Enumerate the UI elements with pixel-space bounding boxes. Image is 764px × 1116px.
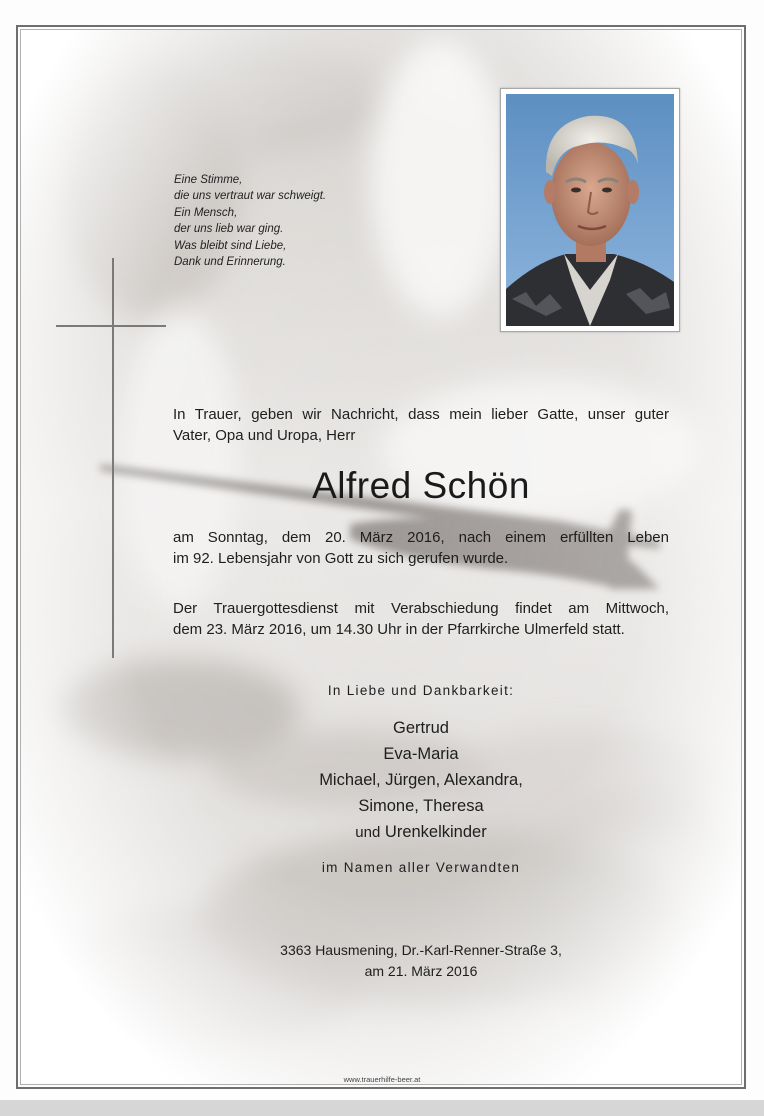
portrait-photo <box>506 94 674 326</box>
cross-icon <box>112 258 114 658</box>
intro-line: In Trauer, geben wir Nachricht, dass mein lieber Gatte, unser guter <box>173 406 669 423</box>
footer-url: www.trauerhilfe-beer.at <box>343 1075 421 1084</box>
mourner-name: Michael, Jürgen, Alexandra, <box>319 771 523 789</box>
mourner-name: Gertrud <box>393 719 449 737</box>
gratitude-heading: In Liebe und Dankbarkeit: <box>327 683 515 698</box>
mourner-extra-label: Urenkelkinder <box>384 823 487 841</box>
address-block <box>173 940 669 982</box>
death-notice-paragraph <box>173 527 669 569</box>
intro-paragraph <box>173 404 669 446</box>
poem-line: Ein Mensch, <box>174 206 238 219</box>
death-notice-line: im 92. Lebensjahr von Gott zu sich gerufen wurde. <box>173 550 509 567</box>
memorial-poem <box>174 172 414 270</box>
service-paragraph <box>173 598 669 640</box>
scan-bottom-strip <box>0 1100 764 1116</box>
relatives-line: im Namen aller Verwandten <box>321 860 521 875</box>
mourner-name: Simone, Theresa <box>358 797 484 815</box>
mourner-extra-prefix: und <box>355 824 381 841</box>
intro-line: Vater, Opa und Uropa, Herr <box>173 427 356 444</box>
deceased-name: Alfred Schön <box>312 465 530 506</box>
mourner-name: Eva-Maria <box>383 745 459 763</box>
poem-line: der uns lieb war ging. <box>174 223 284 236</box>
service-line: dem 23. März 2016, um 14.30 Uhr in der Pfarrkirche Ulmerfeld statt. <box>173 621 625 638</box>
poem-line: Eine Stimme, <box>174 174 243 186</box>
poem-line: Dank und Erinnerung. <box>174 256 286 269</box>
service-line: Der Trauergottesdienst mit Verabschiedung findet am Mittwoch, <box>173 600 669 617</box>
portrait-frame <box>500 88 680 332</box>
address-line: 3363 Hausmening, Dr.-Karl-Renner-Straße 3, <box>280 942 562 958</box>
cross-icon-bar <box>56 325 166 327</box>
mourners-list <box>173 715 669 846</box>
address-date: am 21. März 2016 <box>364 963 478 979</box>
poem-line: Was bleibt sind Liebe, <box>174 239 287 252</box>
death-notice-line: am Sonntag, dem 20. März 2016, nach einem erfüllten Leben <box>173 529 669 546</box>
poem-line: die uns vertraut war schweigt. <box>174 190 327 203</box>
mourner-extra <box>173 819 669 846</box>
